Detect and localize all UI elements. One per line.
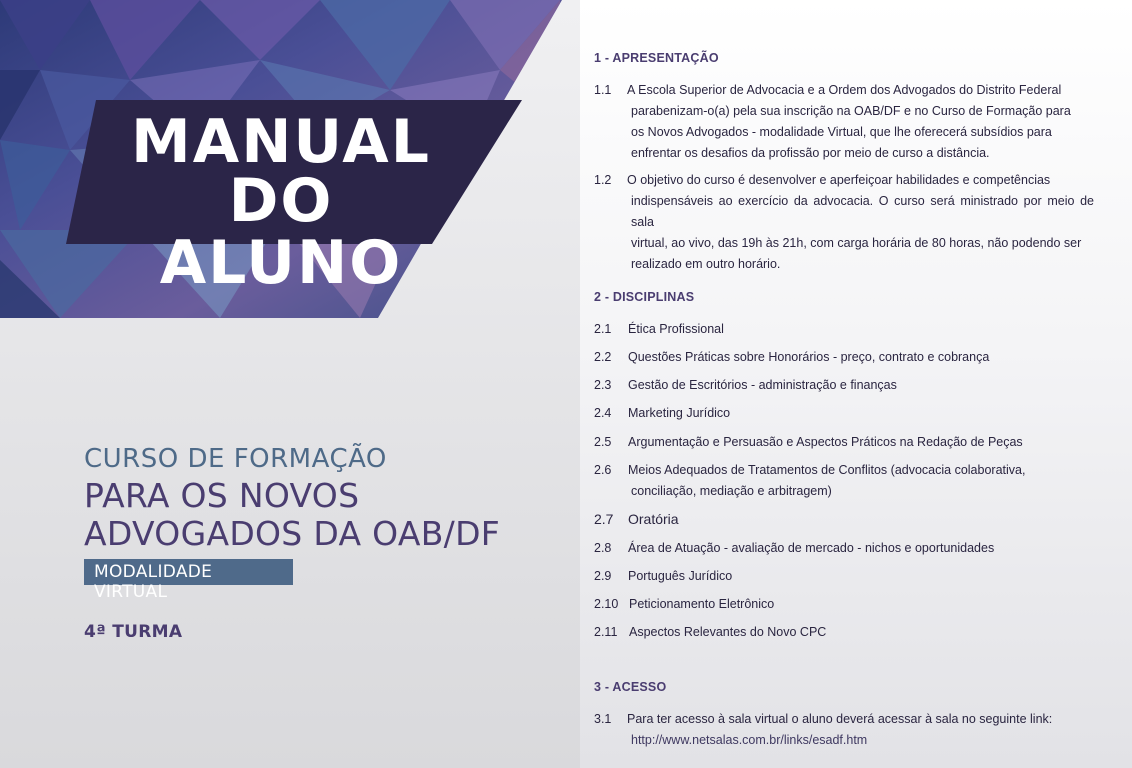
title-banner xyxy=(0,0,580,318)
item-number: 2.1 xyxy=(594,322,612,336)
list-item xyxy=(594,460,1094,502)
item-text: conciliação, mediação e arbitragem) xyxy=(631,484,832,498)
paragraph-1-1 xyxy=(594,80,1094,164)
section-title-disciplinas: 2 - DISCIPLINAS xyxy=(594,290,695,304)
item-text: Gestão de Escritórios - administração e finanças xyxy=(628,378,897,392)
paragraph-number: 1.1 xyxy=(594,83,612,97)
course-subtitle: CURSO DE FORMAÇÃO xyxy=(84,444,387,474)
list-item xyxy=(594,594,1094,615)
item-number: 2.8 xyxy=(594,541,612,555)
paragraph-number: 3.1 xyxy=(594,712,612,726)
item-number: 2.7 xyxy=(594,511,614,527)
list-item xyxy=(594,347,1094,368)
item-text: Marketing Jurídico xyxy=(628,406,731,420)
list-item xyxy=(594,566,1094,587)
section-title-apresentacao: 1 - APRESENTAÇÃO xyxy=(594,51,719,65)
paragraph-text: indispensáveis ao exercício da advocacia. O curso será ministrado por meio de sala xyxy=(631,194,1094,229)
paragraph-text: enfrentar os desafios da profissão por meio de curso a distância. xyxy=(631,146,990,160)
cover-title-line2: DO ALUNO xyxy=(159,166,403,298)
item-number: 2.6 xyxy=(594,463,612,477)
course-title-line1: PARA OS NOVOS xyxy=(84,476,360,515)
item-text: Argumentação e Persuasão e Aspectos Práticos na Redação de Peças xyxy=(628,435,1023,449)
paragraph-3-1 xyxy=(594,709,1094,751)
item-number: 2.4 xyxy=(594,406,612,420)
list-item xyxy=(594,622,1094,643)
list-item xyxy=(594,432,1094,453)
list-item xyxy=(594,538,1094,559)
paragraph-number: 1.2 xyxy=(594,173,612,187)
item-number: 2.5 xyxy=(594,435,612,449)
item-number: 2.9 xyxy=(594,569,612,583)
cover-title-line1: MANUAL xyxy=(131,107,431,177)
class-label: 4ª TURMA xyxy=(84,622,183,642)
paragraph-text: A Escola Superior de Advocacia e a Ordem dos Advogados do Distrito Federal xyxy=(627,83,1062,97)
item-text: Ética Profissional xyxy=(628,322,724,336)
item-number: 2.11 xyxy=(594,625,618,639)
paragraph-1-2 xyxy=(594,170,1094,275)
item-number: 2.2 xyxy=(594,350,612,364)
section-title-acesso: 3 - ACESSO xyxy=(594,680,667,694)
course-info xyxy=(84,444,544,642)
item-text: Oratória xyxy=(628,511,679,527)
list-item xyxy=(594,375,1094,396)
paragraph-text: os Novos Advogados - modalidade Virtual, que lhe oferecerá subsídios para xyxy=(631,125,1052,139)
item-text: Área de Atuação - avaliação de mercado - nichos e oportunidades xyxy=(628,541,995,555)
modality-badge: MODALIDADE VIRTUAL xyxy=(84,559,293,585)
item-text: Questões Práticas sobre Honorários - preço, contrato e cobrança xyxy=(628,350,990,364)
item-number: 2.10 xyxy=(594,597,619,611)
item-text: Meios Adequados de Tratamentos de Conflitos (advocacia colaborativa, xyxy=(628,463,1026,477)
paragraph-text: virtual, ao vivo, das 19h às 21h, com carga horária de 80 horas, não podendo ser xyxy=(631,236,1082,250)
list-item xyxy=(594,403,1094,424)
list-item xyxy=(594,509,1094,530)
paragraph-text: Para ter acesso à sala virtual o aluno deverá acessar à sala no seguinte link: xyxy=(627,712,1053,726)
item-text: Peticionamento Eletrônico xyxy=(629,597,775,611)
item-number: 2.3 xyxy=(594,378,612,392)
list-item xyxy=(594,319,1094,340)
item-text: Português Jurídico xyxy=(628,569,733,583)
paragraph-text: parabenizam-o(a) pela sua inscrição na OAB/DF e no Curso de Formação para xyxy=(631,104,1071,118)
paragraph-text: realizado em outro horário. xyxy=(631,257,781,271)
course-title-line2: ADVOGADOS DA OAB/DF xyxy=(84,514,501,553)
item-text: Aspectos Relevantes do Novo CPC xyxy=(629,625,827,639)
paragraph-text: O objetivo do curso é desenvolver e aperfeiçoar habilidades e competências xyxy=(627,173,1051,187)
access-link[interactable]: http://www.netsalas.com.br/links/esadf.htm xyxy=(631,733,868,747)
